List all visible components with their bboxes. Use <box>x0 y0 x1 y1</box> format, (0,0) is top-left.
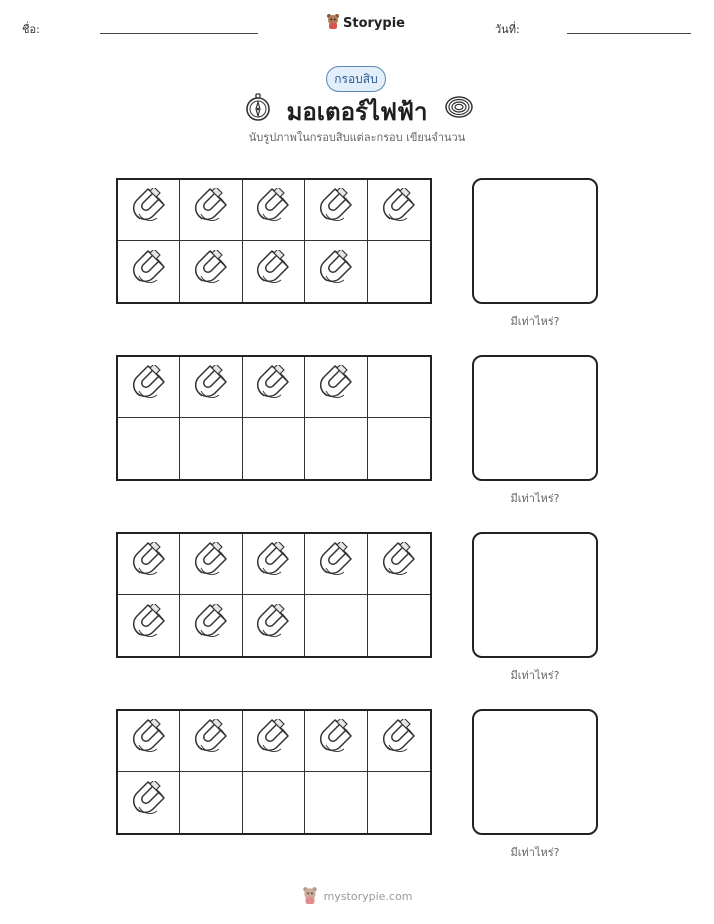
footer-url: mystorypie.com <box>323 890 413 903</box>
ten-frame-cell <box>180 180 242 241</box>
ten-frame-cell <box>118 180 180 241</box>
ten-frame-cell <box>180 595 242 656</box>
question-label-4: มีเท่าไหร่? <box>510 846 560 859</box>
magnet-icon <box>129 781 169 825</box>
instructions: นับรูปภาพในกรอบสิบแต่ละกรอบ เขียนจำนวน <box>248 131 466 144</box>
ten-frame-cell <box>368 772 430 833</box>
ten-frame-cell <box>305 534 367 595</box>
ten-frame-cell <box>180 772 242 833</box>
magnet-icon <box>253 188 293 232</box>
answer-box-2[interactable] <box>472 355 598 481</box>
magnet-icon <box>379 542 419 586</box>
magnet-icon <box>253 719 293 763</box>
magnet-icon <box>316 542 356 586</box>
ten-frame-cell <box>243 711 305 772</box>
ten-frame-cell <box>243 772 305 833</box>
ten-frame-2 <box>116 355 432 481</box>
question-label-1: มีเท่าไหร่? <box>510 315 560 328</box>
ten-frame-1 <box>116 178 432 304</box>
magnet-icon <box>316 188 356 232</box>
date-line[interactable] <box>567 33 691 34</box>
ten-frame-cell <box>180 241 242 302</box>
bear-mascot-icon <box>302 886 318 907</box>
ten-frame-cell <box>368 534 430 595</box>
ten-frame-cell <box>243 357 305 418</box>
magnet-icon <box>129 250 169 294</box>
ten-frame-cell <box>243 595 305 656</box>
question-label-3: มีเท่าไหร่? <box>510 669 560 682</box>
coil-icon <box>444 94 474 124</box>
topic-badge: กรอบสิบ <box>326 66 386 92</box>
ten-frame-cell <box>180 711 242 772</box>
magnet-icon <box>129 188 169 232</box>
ten-frame-cell <box>118 241 180 302</box>
answer-box-4[interactable] <box>472 709 598 835</box>
magnet-icon <box>191 365 231 409</box>
magnet-icon <box>316 250 356 294</box>
magnet-icon <box>316 719 356 763</box>
magnet-icon <box>129 365 169 409</box>
ten-frame-3 <box>116 532 432 658</box>
ten-frame-cell <box>368 595 430 656</box>
magnet-icon <box>129 604 169 648</box>
footer <box>0 886 714 907</box>
ten-frame-cell <box>368 180 430 241</box>
magnet-icon <box>253 604 293 648</box>
ten-frame-cell <box>118 772 180 833</box>
magnet-icon <box>191 250 231 294</box>
answer-box-1[interactable] <box>472 178 598 304</box>
question-label-2: มีเท่าไหร่? <box>510 492 560 505</box>
ten-frame-cell <box>243 241 305 302</box>
magnet-icon <box>191 542 231 586</box>
ten-frame-cell <box>368 418 430 479</box>
magnet-icon <box>129 542 169 586</box>
magnet-icon <box>253 542 293 586</box>
magnet-icon <box>253 250 293 294</box>
brand-name: Storypie <box>343 15 405 31</box>
ten-frame-cell <box>180 418 242 479</box>
ten-frame-cell <box>368 357 430 418</box>
magnet-icon <box>316 365 356 409</box>
magnet-icon <box>379 188 419 232</box>
magnet-icon <box>191 719 231 763</box>
magnet-icon <box>191 604 231 648</box>
ten-frame-cell <box>118 418 180 479</box>
answer-box-3[interactable] <box>472 532 598 658</box>
ten-frame-cell <box>243 418 305 479</box>
ten-frame-cell <box>180 534 242 595</box>
ten-frame-cell <box>118 534 180 595</box>
worksheet-title: มอเตอร์ไฟฟ้า <box>286 98 428 126</box>
ten-frame-cell <box>305 357 367 418</box>
date-label: วันที่: <box>495 23 520 36</box>
magnet-icon <box>191 188 231 232</box>
bear-mascot-icon <box>326 13 340 33</box>
ten-frame-cell <box>305 418 367 479</box>
ten-frame-cell <box>368 711 430 772</box>
ten-frame-cell <box>305 711 367 772</box>
ten-frame-cell <box>118 711 180 772</box>
name-line[interactable] <box>100 33 258 34</box>
magnet-icon <box>129 719 169 763</box>
ten-frame-cell <box>305 241 367 302</box>
ten-frame-cell <box>118 357 180 418</box>
magnet-icon <box>379 719 419 763</box>
ten-frame-cell <box>368 241 430 302</box>
ten-frame-cell <box>118 595 180 656</box>
ten-frame-4 <box>116 709 432 835</box>
ten-frame-cell <box>305 772 367 833</box>
ten-frame-cell <box>243 180 305 241</box>
magnet-icon <box>253 365 293 409</box>
name-label: ชื่อ: <box>22 23 40 36</box>
brand-logo <box>326 13 405 33</box>
ten-frame-cell <box>180 357 242 418</box>
ten-frame-cell <box>243 534 305 595</box>
ten-frame-cell <box>305 180 367 241</box>
ten-frame-cell <box>305 595 367 656</box>
